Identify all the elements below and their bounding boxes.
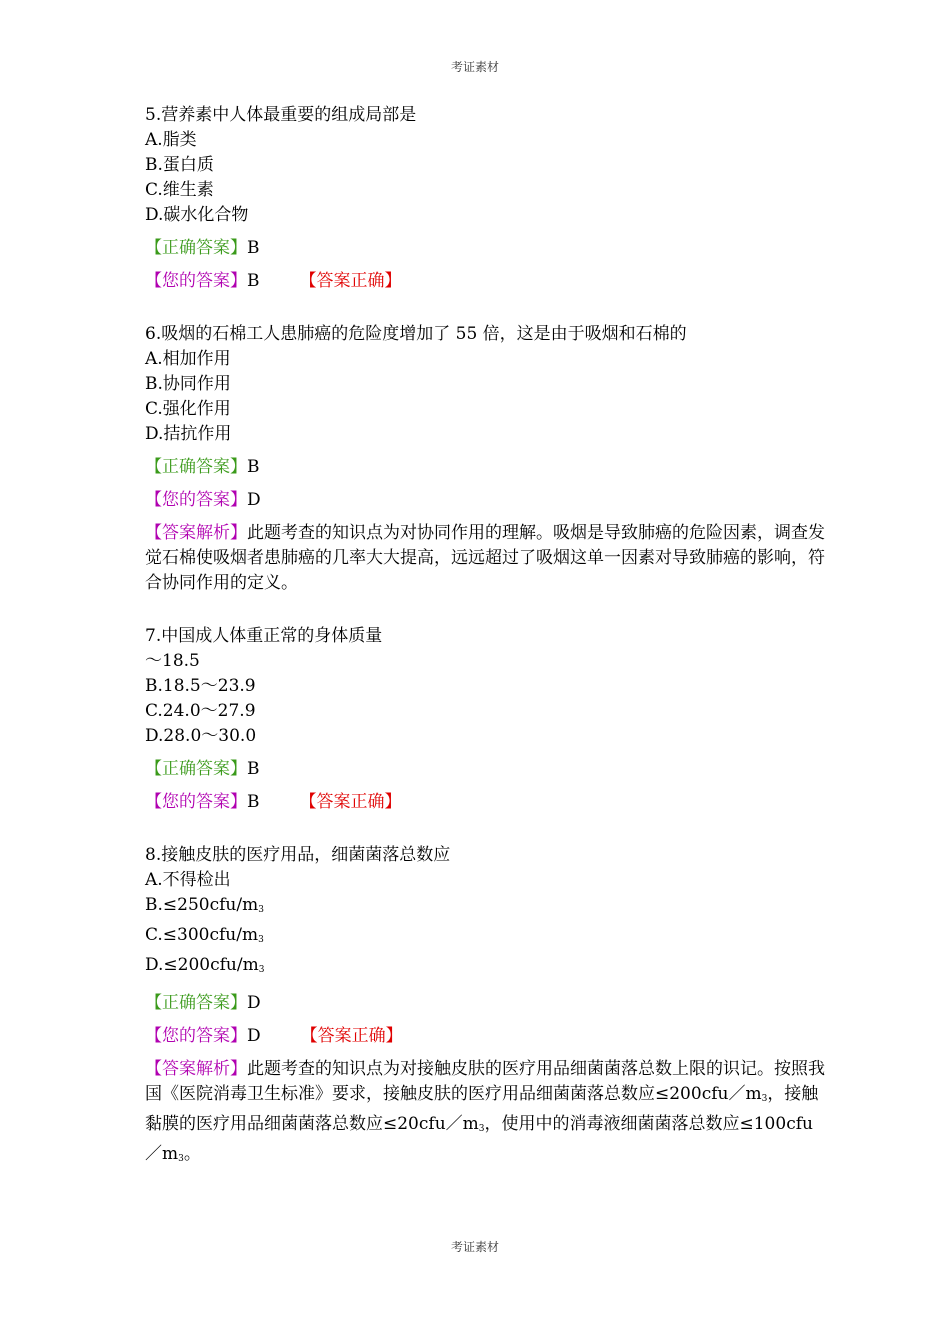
- your-answer-label: 【您的答案】: [145, 490, 247, 510]
- answer-correct-badge: 【答案正确】: [300, 1026, 403, 1046]
- correct-answer-row: [145, 455, 825, 480]
- page-footer: 考证素材: [450, 1240, 499, 1254]
- correct-answer-row: [145, 757, 825, 782]
- superscript: 3: [258, 905, 264, 915]
- your-answer-row: [145, 790, 825, 815]
- correct-answer-value: B: [247, 457, 260, 477]
- option-a: A.脂类: [145, 130, 197, 150]
- analysis-text-1: 此题考查的知识点为对接触皮肤的医疗用品细菌菌落总数上限的识记。按照我国《医院消毒卫生标准》要求，接触皮肤的医疗用品细菌菌落总数应≤200cfu／m: [145, 1059, 825, 1104]
- question-7: [145, 624, 825, 815]
- superscript: 3: [478, 1124, 485, 1134]
- option-b-text: B.≤250cfu/m: [145, 895, 259, 915]
- option-c: C.强化作用: [145, 399, 231, 419]
- analysis-label: 【答案解析】: [145, 1059, 247, 1079]
- question-6: [145, 322, 825, 596]
- your-answer-label: 【您的答案】: [145, 1026, 247, 1046]
- question-stem: 7.中国成人体重正常的身体质量: [145, 626, 383, 646]
- option-c: [145, 923, 825, 953]
- correct-answer-label: 【正确答案】: [145, 759, 247, 779]
- correct-answer-value: D: [247, 993, 261, 1013]
- your-answer-value: B: [247, 792, 260, 812]
- superscript: 3: [258, 935, 264, 945]
- option-a: A.不得检出: [145, 870, 231, 890]
- correct-answer-row: [145, 236, 825, 261]
- option-a: A.相加作用: [145, 349, 231, 369]
- analysis-label: 【答案解析】: [145, 523, 247, 543]
- option-b: B.18.5～23.9: [145, 676, 256, 696]
- question-stem: 6.吸烟的石棉工人患肺癌的危险度增加了 55 倍，这是由于吸烟和石棉的: [145, 324, 687, 344]
- your-answer-value: D: [247, 490, 261, 510]
- document-body: [145, 103, 825, 1200]
- option-d: D.28.0～30.0: [145, 726, 257, 746]
- superscript: 3: [761, 1094, 768, 1104]
- correct-answer-label: 【正确答案】: [145, 993, 247, 1013]
- correct-answer-value: B: [247, 238, 260, 258]
- question-8: [145, 843, 825, 1172]
- your-answer-value: D: [247, 1026, 261, 1046]
- superscript: 3: [258, 965, 265, 975]
- option-c-text: C.≤300cfu/m: [145, 925, 259, 945]
- superscript: 3: [178, 1154, 184, 1164]
- your-answer-row: [145, 488, 825, 513]
- question-5: [145, 103, 825, 294]
- your-answer-label: 【您的答案】: [145, 271, 247, 291]
- question-stem: 8.接触皮肤的医疗用品，细菌菌落总数应: [145, 845, 451, 865]
- option-a: ～18.5: [145, 651, 200, 671]
- analysis-text-3: ，使用中的消毒液细菌菌落总数应≤100cfu／m: [145, 1114, 813, 1164]
- option-b: [145, 893, 825, 923]
- option-d: D.拮抗作用: [145, 424, 232, 444]
- your-answer-row: [145, 1024, 825, 1049]
- your-answer-row: [145, 269, 825, 294]
- answer-correct-badge: 【答案正确】: [299, 271, 402, 291]
- correct-answer-label: 【正确答案】: [145, 238, 247, 258]
- analysis-text-4: 。: [183, 1144, 201, 1164]
- correct-answer-value: B: [247, 759, 260, 779]
- analysis-text: 此题考查的知识点为对协同作用的理解。吸烟是导致肺癌的危险因素，调查发觉石棉使吸烟者患肺癌的几率大大提高，远远超过了吸烟这单一因素对导致肺癌的影响，符合协同作用的定义。: [145, 523, 825, 593]
- your-answer-value: B: [247, 271, 260, 291]
- page-header: 考证素材: [450, 60, 499, 74]
- answer-correct-badge: 【答案正确】: [299, 792, 402, 812]
- option-d: [145, 953, 825, 983]
- option-d-text: D.≤200cfu/m: [145, 955, 259, 975]
- question-stem: 5.营养素中人体最重要的组成局部是: [145, 105, 417, 125]
- correct-answer-row: [145, 991, 825, 1016]
- option-b: B.蛋白质: [145, 155, 214, 175]
- option-c: C.24.0～27.9: [145, 701, 256, 721]
- answer-analysis: [145, 521, 825, 596]
- option-d: D.碳水化合物: [145, 205, 249, 225]
- correct-answer-label: 【正确答案】: [145, 457, 247, 477]
- answer-analysis: [145, 1057, 825, 1172]
- your-answer-label: 【您的答案】: [145, 792, 247, 812]
- option-b: B.协同作用: [145, 374, 231, 394]
- option-c: C.维生素: [145, 180, 214, 200]
- analysis-text-2: ，接触黏膜的医疗用品细菌菌落总数应≤20cfu／m: [145, 1084, 819, 1134]
